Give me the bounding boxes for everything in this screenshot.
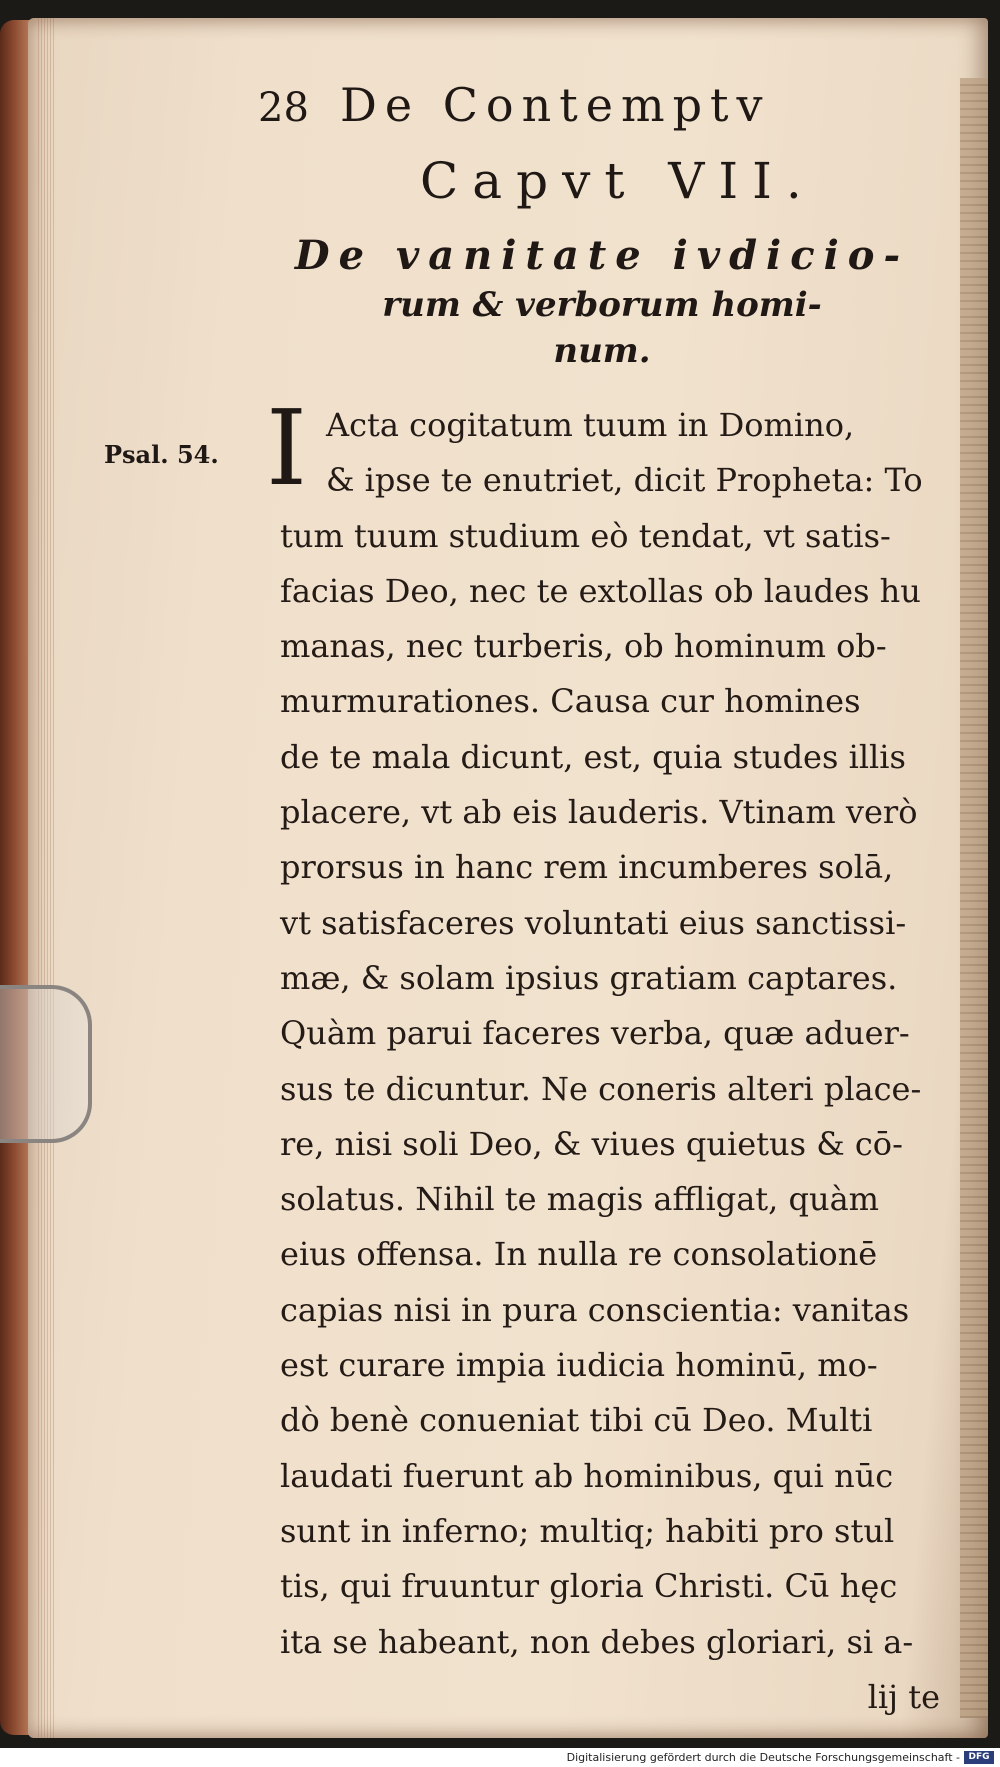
text-line: dò benè conueniat tibi cū Deo. Multi bbox=[280, 1401, 873, 1440]
book-clasp bbox=[0, 985, 92, 1143]
text-line: sus te dicuntur. Ne coneris alteri place- bbox=[280, 1069, 922, 1108]
page-header bbox=[258, 78, 858, 132]
text-line: & ipse te enutriet, dicit Propheta: To bbox=[326, 461, 923, 500]
marginal-reference: Psal. 54. bbox=[104, 440, 219, 469]
dfg-logo: DFG bbox=[964, 1751, 994, 1764]
chapter-heading: Capvt VII. bbox=[420, 152, 816, 210]
text-line: prorsus in hanc rem incumberes solā, bbox=[280, 848, 894, 887]
text-line: est curare impia iudicia hominū, mo- bbox=[280, 1346, 878, 1385]
drop-initial: I bbox=[266, 387, 308, 509]
chapter-title-line-1: De vanitate ivdicio- bbox=[294, 232, 910, 279]
chapter-title-line-3: num. bbox=[553, 331, 651, 371]
text-line: de te mala dicunt, est, quia studes illis bbox=[280, 737, 906, 776]
text-line: eius offensa. In nulla re consolationē bbox=[280, 1235, 878, 1274]
text-line: facias Deo, nec te extollas ob laudes hu bbox=[280, 571, 921, 610]
text-line: sunt in inferno; multiq; habiti pro stul bbox=[280, 1511, 895, 1550]
body-text bbox=[280, 398, 950, 1725]
text-line: laudati fuerunt ab hominibus, qui nūc bbox=[280, 1456, 894, 1495]
text-line: Acta cogitatum tuum in Domino, bbox=[326, 406, 855, 444]
text-line: murmurationes. Causa cur homines bbox=[280, 682, 861, 721]
catchword: lij te bbox=[867, 1677, 940, 1716]
text-line: tis, qui fruuntur gloria Christi. Cū hęc bbox=[280, 1567, 898, 1606]
text-line: Quàm parui faceres verba, quæ aduer- bbox=[280, 1014, 910, 1053]
running-title: De Contemptv bbox=[340, 78, 771, 132]
page-fore-edge bbox=[960, 78, 988, 1718]
chapter-title-line-2: rum & verborum homi- bbox=[382, 285, 822, 325]
page-number: 28 bbox=[258, 85, 309, 131]
text-line: vt satisfaceres voluntati eius sanctissi- bbox=[280, 903, 907, 942]
text-line: manas, nec turberis, ob hominum ob- bbox=[280, 627, 887, 666]
text-line: mæ, & solam ipsius gratiam captares. bbox=[280, 958, 898, 997]
text-line: placere, vt ab eis lauderis. Vtinam verò bbox=[280, 793, 918, 832]
footer-bar bbox=[0, 1748, 1000, 1767]
text-line: re, nisi soli Deo, & viues quietus & cō- bbox=[280, 1124, 903, 1163]
text-line: solatus. Nihil te magis affligat, quàm bbox=[280, 1180, 879, 1219]
text-line: tum tuum studium eò tendat, vt satis- bbox=[280, 516, 891, 555]
chapter-title bbox=[262, 232, 942, 371]
funding-credit: Digitalisierung gefördert durch die Deutsche Forschungsgemeinschaft - bbox=[566, 1751, 960, 1764]
text-line: ita se habeant, non debes gloriari, si a- bbox=[280, 1622, 914, 1661]
text-line: capias nisi in pura conscientia: vanitas bbox=[280, 1290, 910, 1329]
page-gutter-edge bbox=[38, 18, 56, 1738]
